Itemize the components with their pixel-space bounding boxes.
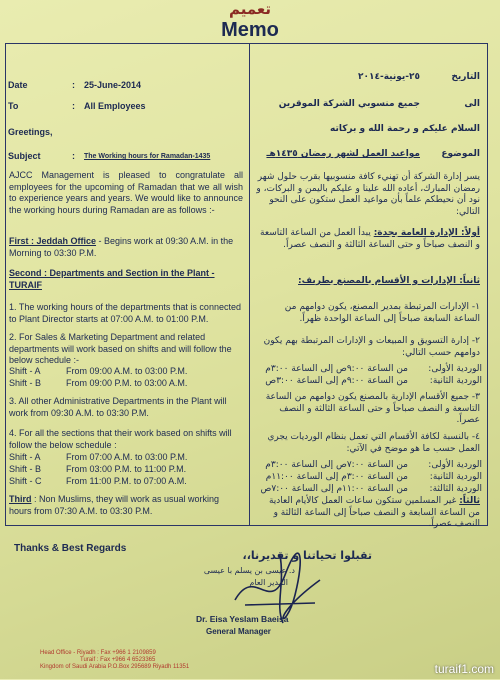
third-section-label: Third [9, 494, 32, 504]
third-section-text: : Non Muslims, they will work as usual working hours from 07:30 A.M. to 03:30 P.M. [9, 494, 220, 516]
shift-b-time: From 09:00 P.M. to 03:00 A.M. [66, 378, 188, 388]
third-section-label-ar: ثالثاً: [459, 496, 480, 506]
subject-colon: : [72, 151, 75, 161]
signature-scribble [225, 545, 335, 625]
letterhead-stamp [40, 650, 240, 680]
i4-second-time-ar: من الساعة ٣:٠٠م إلى الساعة ١١:٠٠م [265, 472, 408, 482]
third-section-text-ar: غير المسلمين ستكون ساعات العمل كالأيام العادية من الساعة السابعة و النصف صباحاً إلى الساعة الثالثة و النصف عصراً. [268, 496, 480, 529]
to-label: To [8, 101, 19, 111]
thanks-regards-ar: تقبلوا تحياتنا و تقديرنا،، [242, 549, 372, 562]
i2-first-label-ar: الوردية الأولى: [428, 364, 482, 374]
to-value-ar: جميع منسوبي الشركة الموقرين [278, 99, 420, 109]
stamp-line-2: Turaif : Fax +966 4 6523365 [80, 657, 156, 663]
date-label-ar: التاريخ [451, 72, 480, 82]
to-colon: : [72, 101, 75, 111]
date-value: 25-June-2014 [84, 80, 142, 90]
item-2-ar: ٢- إدارة التسويق و المبيعات و الإدارات المرتبطة بهم يكون دوامهم حسب التالي: [263, 336, 480, 358]
date-colon: : [72, 80, 75, 90]
stamp-line-1: Head Office - Riyadh : Fax +966 1 2109859 [40, 650, 156, 656]
item-4-ar: ٤- بالنسبة لكافة الأقسام التي تعمل بنظام الورديات يجري العمل حسب ما هو موضح في الآتي: [267, 432, 480, 454]
third-section-ar [256, 496, 480, 531]
first-section [9, 236, 243, 259]
i4-first-time-ar: من الساعة ٧:٠٠ص إلى الساعة ٣:٠٠م [265, 460, 408, 470]
i4-first-label-ar: الوردية الأولى: [428, 460, 482, 470]
i2-first-time-ar: من الساعة ٩:٠٠ص إلى الساعة ٣:٠٠م [265, 364, 408, 374]
date-label: Date [8, 80, 28, 90]
third-section [9, 494, 243, 517]
memo-title-arabic: تعميم [228, 0, 272, 18]
shift-a-label: Shift - A [9, 366, 41, 376]
website-watermark: turaif1.com [434, 662, 494, 676]
item-3-ar: ٣- جميع الأقسام الإدارية بالمصنع يكون دوامهم من الساعة التاسعة و النصف صباحاً و حتى الساعة الثالثة و النصف عصراً. [265, 392, 480, 425]
item-1: 1. The working hours of the departments that is connected to Plant Director starts at 07:00 A.M. to 01:00 P.M. [9, 302, 241, 324]
i2-second-time-ar: من الساعة ٩:٠٠م إلى الساعة ٣:٠٠ص [265, 376, 408, 386]
item-3: 3. All other Administrative Departments in the Plant will work from 09:30 A.M. to 03:30 P.M. [9, 396, 227, 418]
item-4: 4. For all the sections that their work based on shifts will follow the below schedule : [9, 428, 232, 450]
signatory-title-ar: المدير العام [249, 578, 288, 587]
signatory-name-ar: د. عيسى بن يسلم با عيسى [203, 566, 295, 575]
second-section-label: Second : Departments and Section in the Plant - TURAIF [9, 268, 215, 290]
memo-title: Memo [221, 19, 279, 41]
subject-value-ar: مواعيد العمل لشهر رمضان ١٤٣٥هـ [266, 149, 420, 159]
i4-second-label-ar: الوردية الثانية: [429, 472, 482, 482]
signatory-title: General Manager [206, 627, 271, 636]
shift-a-time: From 09:00 A.M. to 03:00 P.M. [66, 366, 188, 376]
subject-value: The Working hours for Ramadan-1435 [84, 153, 211, 160]
item-1-ar: ١- الإدارات المرتبطة بمدير المصنع، يكون دوامهم من الساعة السابعة صباحاً إلى الساعة الواحدة ظهراً. [284, 302, 480, 324]
to-value: All Employees [84, 101, 146, 111]
i4-third-time-ar: من الساعة ١١:٠٠م إلى الساعة ٧:٠٠ص [260, 484, 408, 494]
first-section-label-ar: أولاً: الإدارة العامة بجدة: [373, 228, 480, 238]
i4-third-label-ar: الوردية الثالثة: [429, 484, 482, 494]
subject-label: Subject [8, 151, 41, 161]
stamp-line-3: Kingdom of Saudi Arabia P.O.Box 295689 Riyadh 11351 [40, 664, 190, 670]
date-value-ar: ٢٥-يونية-٢٠١٤ [358, 72, 420, 82]
first-section-ar [256, 228, 480, 251]
shift4-a-time: From 07:00 A.M. to 03:00 P.M. [66, 452, 188, 462]
second-section-label-ar: ثانياً: الإدارات و الأقسام بالمصنع بطريف: [298, 276, 480, 286]
intro-paragraph-ar: يسر إدارة الشركة أن تهنيء كافة منسوبيها بقرب حلول شهر رمضان المبارك، أعاده الله علينا و عليكم باليمن و البركات، و نود أن نحيطكم علماً بأن مواعيد العمل ستكون على النحو التالي: [256, 172, 480, 217]
first-section-text-ar: يبدأ العمل من الساعة التاسعة و النصف صباحاً و حتى الساعة الثالثة و النصف عصراً. [260, 228, 480, 250]
subject-label-ar: الموضوع [441, 149, 480, 159]
signatory-name: Dr. Eisa Yeslam Baeisa [196, 614, 289, 624]
intro-paragraph: AJCC Management is pleased to congratulate all employees for the upcoming of Ramadan that we all wish to experience years and years. We would like to announce the working hours during Ramadan are as follows :- [9, 170, 243, 215]
item-2: 2. For Sales & Marketing Department and related departments will work based on shifts and will follow the below schedule :- [9, 332, 232, 365]
first-section-text: - Begins work at 09:30 A.M. in the Morning to 03:30 P.M. [9, 236, 234, 258]
greetings: Greetings, [8, 127, 53, 137]
shift4-c-time: From 11:00 P.M. to 07:00 A.M. [66, 476, 187, 486]
thanks-regards: Thanks & Best Regards [14, 543, 127, 554]
shift-b-label: Shift - B [9, 378, 42, 388]
greeting-ar: السلام عليكم و رحمة الله و بركاته [329, 124, 480, 134]
shift4-c-label: Shift - C [9, 476, 42, 486]
i2-second-label-ar: الوردية الثانية: [429, 376, 482, 386]
to-label-ar: الى [464, 99, 480, 109]
shift4-b-label: Shift - B [9, 464, 42, 474]
shift4-a-label: Shift - A [9, 452, 41, 462]
second-section-heading [9, 268, 243, 291]
column-divider [249, 43, 250, 526]
shift4-b-time: From 03:00 P.M. to 11:00 P.M. [66, 464, 187, 474]
first-section-label: First : Jeddah Office [9, 236, 97, 246]
